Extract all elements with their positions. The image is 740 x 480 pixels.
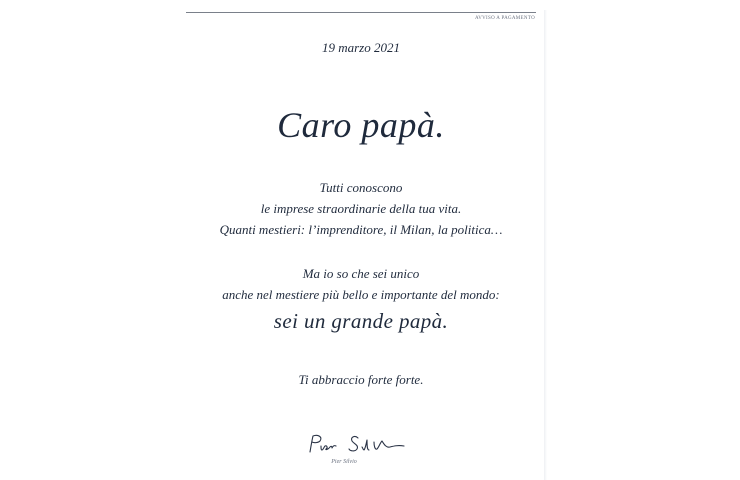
handwritten-signature [306,432,412,456]
letter-emphasis-line: sei un grande papà. [273,309,449,333]
letter-paragraph-1 [186,177,536,240]
signer-name: Pier Silvio [331,459,357,465]
letter-line: anche nel mestiere più bello e importante del mondo: [222,287,500,302]
top-rule [186,12,536,13]
letter-line: Tutti conoscono [319,180,403,195]
letter-paragraph-2 [186,263,536,305]
paper-edge-shadow [544,10,547,480]
letter-date: 19 marzo 2021 [321,40,400,55]
paid-notice-label: AVVISO A PAGAMENTO [474,16,535,21]
letter-line: Ma io so che sei unico [302,266,420,281]
paper-sheet [186,0,544,480]
letter-closing: Ti abbraccio forte forte. [298,372,424,387]
letter-greeting: Caro papà. [277,105,445,145]
letter-line: Quanti mestieri: l’imprenditore, il Milan, la politica… [219,222,503,237]
letter-line: le imprese straordinarie della tua vita. [260,201,462,216]
